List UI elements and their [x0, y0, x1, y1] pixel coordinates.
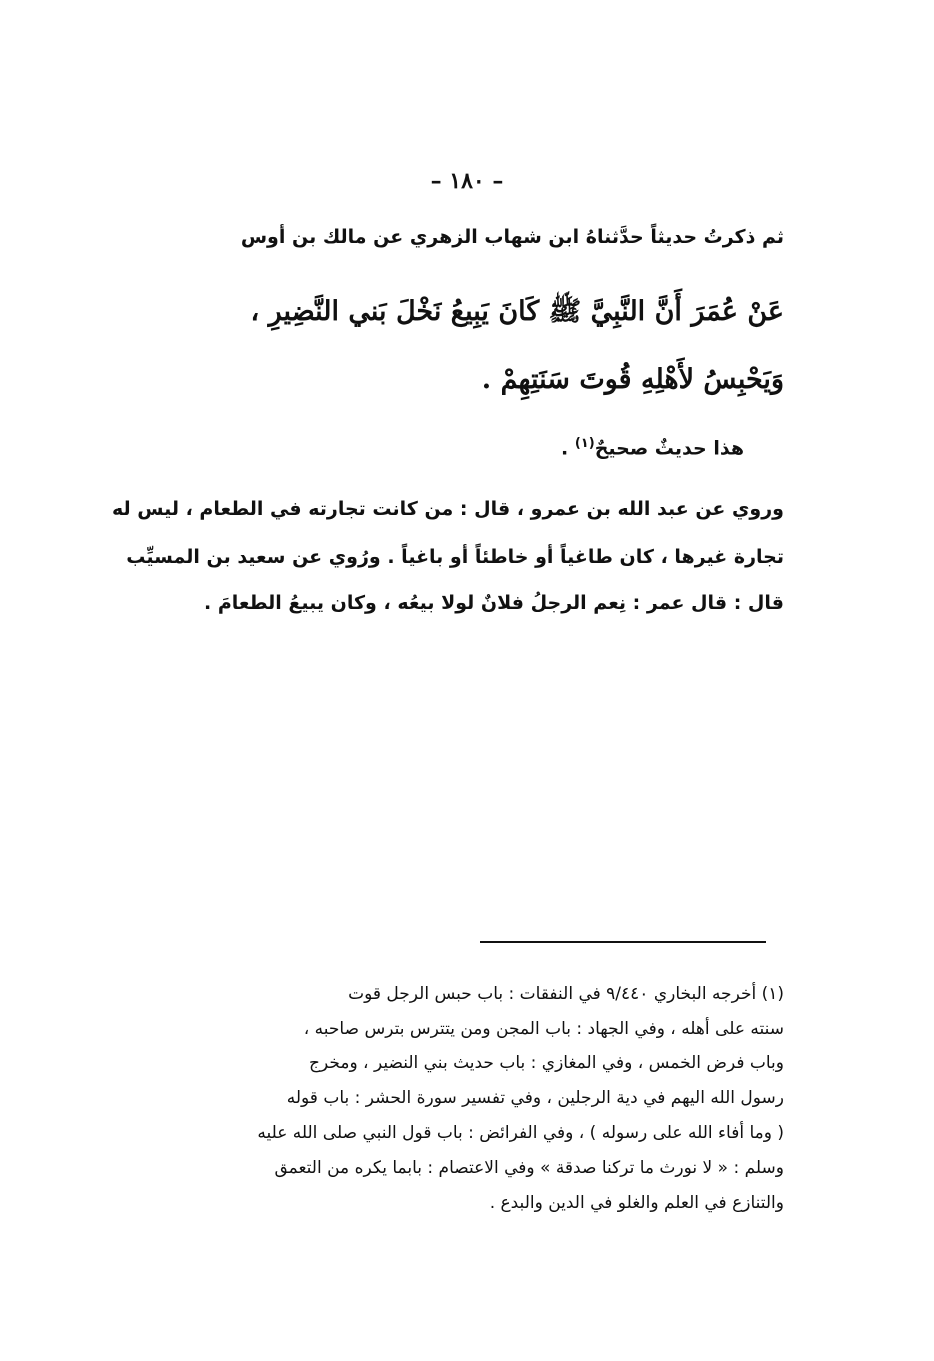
- footnote-separator: [480, 941, 766, 943]
- page-number: – ١٨٠ –: [430, 168, 504, 194]
- paragraph-line-3: قال : قال عمر : نِعم الرجلُ فلانٌ لولا بيعُه ، وكان يبيعُ الطعامَ .: [204, 592, 784, 614]
- hadith-text-line-2: وَيَحْبِسُ لأَهْلِهِ قُوتَ سَنَتِهِمْ .: [481, 364, 784, 395]
- footnote-line-2: سنته على أهله ، وفي الجهاد : باب المجن ومن يتترس بترس صاحبه ،: [303, 1019, 784, 1039]
- paragraph-line-1: وروي عن عبد الله بن عمرو ، قال : من كانت تجارته في الطعام ، ليس له: [111, 498, 784, 520]
- footnote-line-3: وباب فرض الخمس ، وفي المغازي : باب حديث بني النضير ، ومخرج: [309, 1053, 784, 1073]
- footnote-line-5: ( وما أفاء الله على رسوله ) ، وفي الفرائض : باب قول النبي صلى الله عليه: [257, 1123, 784, 1143]
- footnote-line-1: (١) أخرجه البخاري ٩/٤٤٠ في النفقات : باب حبس الرجل قوت: [348, 984, 784, 1004]
- paragraph-line-2: تجارة غيرها ، كان طاغياً أو خاطئاً أو باغياً . ورُوي عن سعيد بن المسيِّب: [126, 546, 784, 568]
- hadith-grade: [561, 436, 744, 459]
- grade-text: هذا حديثٌ صحيحٌ: [594, 437, 744, 460]
- intro-line: ثم ذكرتُ حديثاً حدَّثناهُ ابن شهاب الزهري عن مالك بن أوس: [240, 226, 784, 248]
- footnote-line-6: وسلم : « لا نورث ما تركنا صدقة » وفي الاعتصام : بابما يكره من التعمق: [274, 1158, 784, 1178]
- footnote-line-4: رسول الله اليهم في دية الرجلين ، وفي تفسير سورة الحشر : باب قوله: [286, 1088, 784, 1108]
- grade-end: .: [561, 437, 575, 460]
- footnote-marker: (١): [574, 436, 595, 451]
- footnote-line-7: والتنازع في العلم والغلو في الدين والبدع .: [489, 1193, 784, 1213]
- hadith-text-line-1: عَنْ عُمَرَ أَنَّ النَّبِيَّ ﷺ كَانَ يَبِيعُ نَخْلَ بَني النَّضِيرِ ،: [250, 296, 784, 327]
